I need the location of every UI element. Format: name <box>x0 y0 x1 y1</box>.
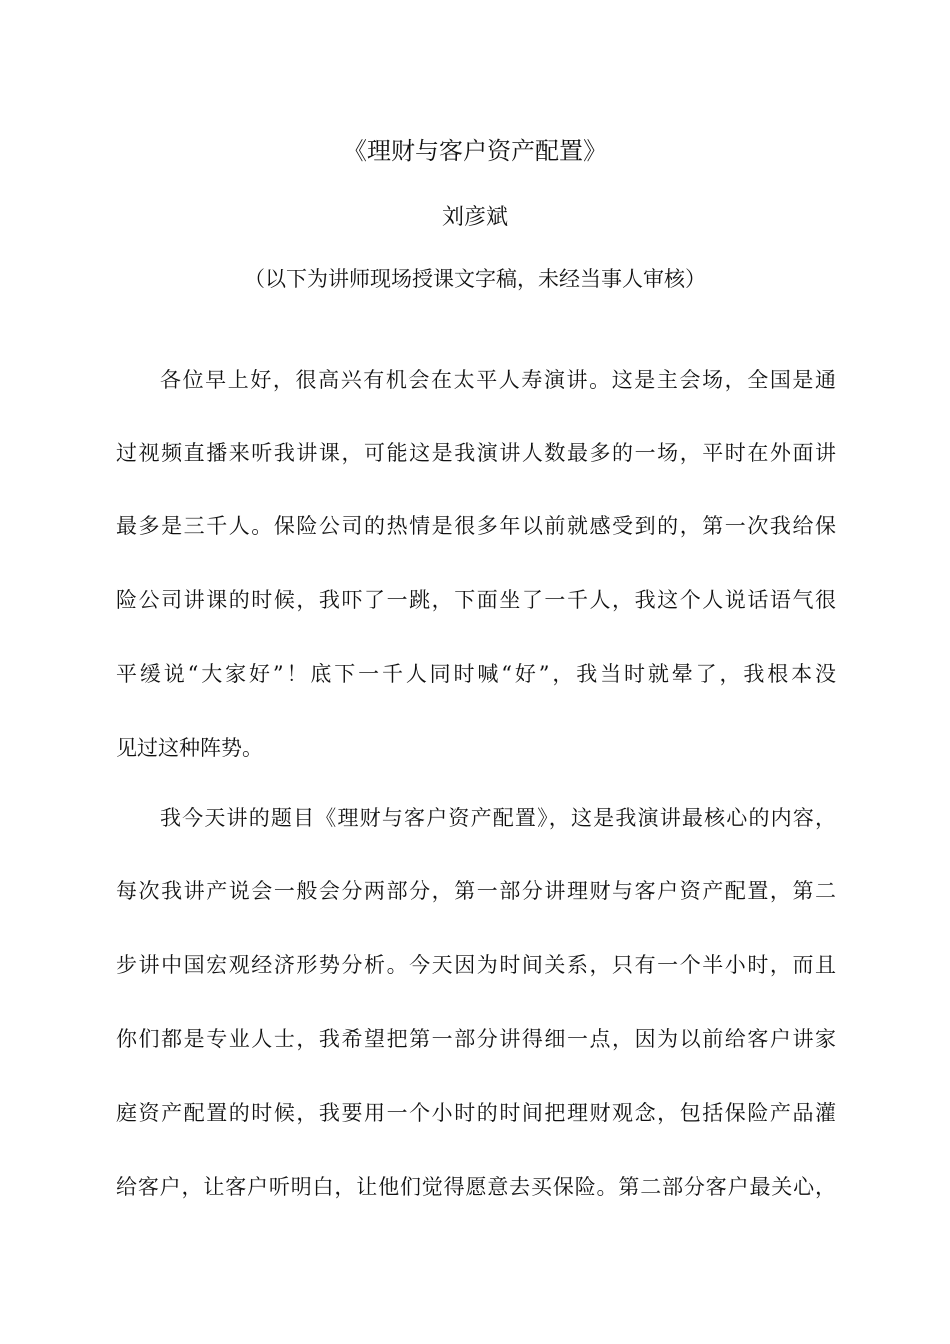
paragraph-line: 见过这种阵势。 <box>116 736 263 760</box>
paragraph-line: 过视频直播来听我讲课，可能这是我演讲人数最多的一场，平时在外面讲 <box>116 441 836 465</box>
document-author: 刘彦斌 <box>441 205 508 230</box>
paragraph-line: 步讲中国宏观经济形势分析。今天因为时间关系，只有一个半小时，而且 <box>116 953 836 977</box>
paragraph-line: 平缓说“大家好”！底下一千人同时喊“好”，我当时就晕了，我根本没 <box>116 662 836 686</box>
paragraph-line: 你们都是专业人士，我希望把第一部分讲得细一点，因为以前给客户讲家 <box>116 1027 836 1051</box>
document-note: （以下为讲师现场授课文字稿，未经当事人审核） <box>244 267 706 291</box>
paragraph-line: 庭资产配置的时候，我要用一个小时的时间把理财观念，包括保险产品灌 <box>116 1101 836 1125</box>
paragraph-line: 给客户，让客户听明白，让他们觉得愿意去买保险。第二部分客户最关心， <box>116 1175 836 1199</box>
paragraph-line: 各位早上好，很高兴有机会在太平人寿演讲。这是主会场，全国是通 <box>160 368 836 392</box>
paragraph-line: 险公司讲课的时候，我吓了一跳，下面坐了一千人，我这个人说话语气很 <box>116 588 836 612</box>
paragraph-line: 每次我讲产说会一般会分两部分，第一部分讲理财与客户资产配置，第二 <box>116 879 836 903</box>
paragraph-line: 我今天讲的题目《理财与客户资产配置》，这是我演讲最核心的内容， <box>160 806 836 830</box>
paragraph-line: 最多是三千人。保险公司的热情是很多年以前就感受到的，第一次我给保 <box>116 514 836 538</box>
document-title: 《理财与客户资产配置》 <box>343 137 607 165</box>
